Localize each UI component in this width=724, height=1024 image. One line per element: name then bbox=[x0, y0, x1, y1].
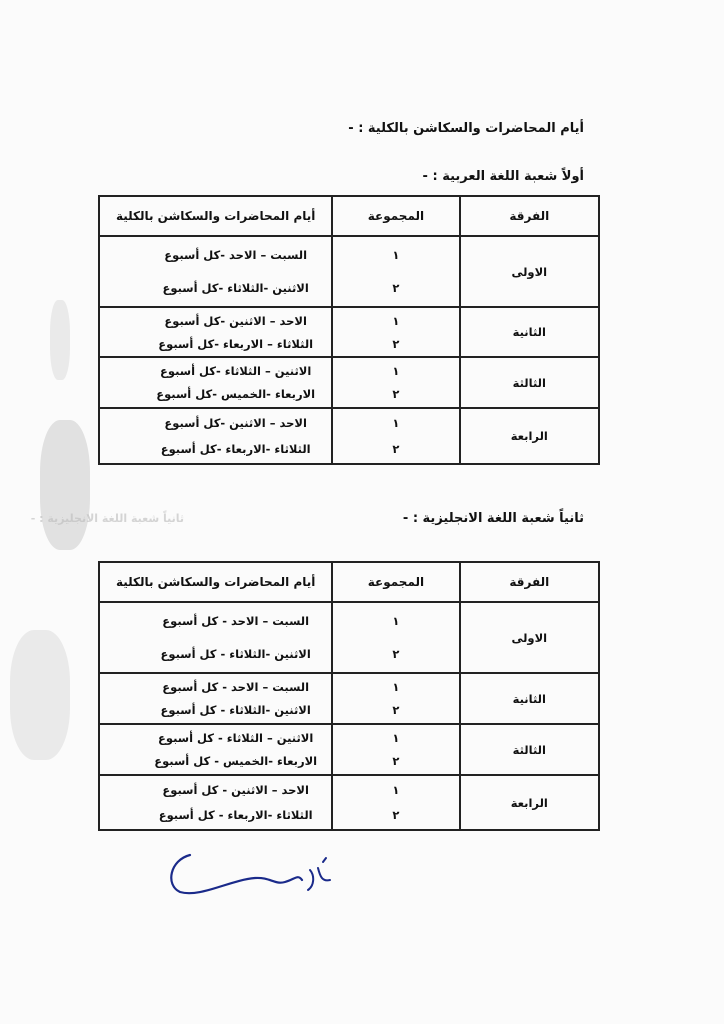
group-number: ١ bbox=[392, 730, 400, 745]
group-number: ٢ bbox=[392, 754, 400, 769]
group-cell bbox=[332, 602, 459, 673]
days-text: الثلاثاء -الاربعاء -كل أسبوع bbox=[160, 442, 311, 456]
signature bbox=[160, 840, 340, 910]
table-row bbox=[99, 724, 599, 775]
header-group: المجموعة bbox=[332, 196, 459, 236]
group-number: ٢ bbox=[392, 387, 400, 402]
table-header-row bbox=[99, 196, 599, 236]
days-text: السبت – الاحد -كل أسبوع bbox=[164, 247, 308, 262]
table-row bbox=[99, 307, 599, 357]
days-text: الثلاثاء -الاربعاء - كل أسبوع bbox=[158, 808, 313, 823]
group-cell bbox=[332, 236, 459, 307]
group-cell bbox=[332, 724, 459, 775]
level-cell: الرابعة bbox=[460, 775, 599, 830]
english-schedule-table bbox=[98, 561, 600, 831]
days-text: الاربعاء -الخميس - كل أسبوع bbox=[154, 754, 318, 769]
arabic-schedule-table bbox=[98, 195, 600, 465]
group-number: ١ bbox=[392, 313, 400, 328]
table-header-row bbox=[99, 562, 599, 602]
days-text: الاحد – الاثنين - كل أسبوع bbox=[162, 782, 309, 797]
days-cell bbox=[99, 602, 332, 673]
group-number: ١ bbox=[392, 247, 400, 262]
group-cell bbox=[332, 307, 459, 357]
days-cell bbox=[99, 775, 332, 830]
level-cell: الرابعة bbox=[460, 408, 599, 464]
table-row bbox=[99, 602, 599, 673]
days-text: الاثنين -الثلاثاء - كل أسبوع bbox=[160, 647, 311, 662]
days-cell bbox=[99, 724, 332, 775]
group-cell bbox=[332, 357, 459, 408]
days-text: الاثنين – الثلاثاء -كل أسبوع bbox=[160, 363, 312, 378]
group-number: ٢ bbox=[392, 703, 400, 718]
header-level: الفرقة bbox=[460, 196, 599, 236]
group-number: ١ bbox=[392, 416, 400, 430]
days-cell bbox=[99, 357, 332, 408]
group-number: ٢ bbox=[392, 442, 400, 456]
group-number: ٢ bbox=[392, 336, 400, 351]
days-text: الاثنين – الثلاثاء - كل أسبوع bbox=[158, 730, 314, 745]
group-number: ١ bbox=[392, 782, 400, 797]
level-cell: الثانية bbox=[460, 673, 599, 724]
level-cell: الاولى bbox=[460, 236, 599, 307]
days-text: الاحد – الاثنين -كل أسبوع bbox=[164, 416, 307, 430]
level-cell: الثالثة bbox=[460, 724, 599, 775]
days-cell bbox=[99, 307, 332, 357]
header-days: أيام المحاضرات والسكاشن بالكلية bbox=[99, 562, 332, 602]
days-text: الاربعاء -الخميس -كل أسبوع bbox=[156, 387, 316, 402]
table-row bbox=[99, 236, 599, 307]
group-number: ١ bbox=[392, 363, 400, 378]
scan-smudge bbox=[40, 420, 90, 550]
level-cell: الثانية bbox=[460, 307, 599, 357]
bleed-through-text: ثانياً شعبة اللغة الانجليزية : - bbox=[30, 512, 184, 525]
days-text: السبت – الاحد - كل أسبوع bbox=[162, 679, 310, 694]
group-number: ٢ bbox=[392, 647, 400, 662]
scan-smudge bbox=[50, 300, 70, 380]
group-number: ١ bbox=[392, 613, 400, 628]
days-cell bbox=[99, 673, 332, 724]
header-level: الفرقة bbox=[460, 562, 599, 602]
group-cell bbox=[332, 673, 459, 724]
group-cell bbox=[332, 775, 459, 830]
section-english-title: ثانياً شعبة اللغة الانجليزية : - bbox=[402, 511, 584, 526]
days-cell bbox=[99, 236, 332, 307]
group-number: ١ bbox=[392, 679, 400, 694]
days-text: الاثنين -الثلاثاء - كل أسبوع bbox=[160, 703, 311, 718]
days-text: السبت – الاحد - كل أسبوع bbox=[162, 613, 310, 628]
table-row bbox=[99, 775, 599, 830]
group-cell bbox=[332, 408, 459, 464]
table-row bbox=[99, 673, 599, 724]
days-cell bbox=[99, 408, 332, 464]
level-cell: الاولى bbox=[460, 602, 599, 673]
header-group: المجموعة bbox=[332, 562, 459, 602]
header-days: أيام المحاضرات والسكاشن بالكلية bbox=[99, 196, 332, 236]
table-row bbox=[99, 408, 599, 464]
main-title: أيام المحاضرات والسكاشن بالكلية : - bbox=[348, 121, 584, 136]
days-text: الاحد – الاثنين -كل أسبوع bbox=[164, 313, 307, 328]
group-number: ٢ bbox=[392, 281, 400, 296]
days-text: الاثنين -الثلاثاء -كل أسبوع bbox=[162, 281, 309, 296]
scan-smudge bbox=[10, 630, 70, 760]
level-cell: الثالثة bbox=[460, 357, 599, 408]
table-row bbox=[99, 357, 599, 408]
days-text: الثلاثاء – الاربعاء -كل أسبوع bbox=[158, 336, 314, 351]
section-arabic-title: أولاً شعبة اللغة العربية : - bbox=[422, 169, 584, 184]
group-number: ٢ bbox=[392, 808, 400, 823]
